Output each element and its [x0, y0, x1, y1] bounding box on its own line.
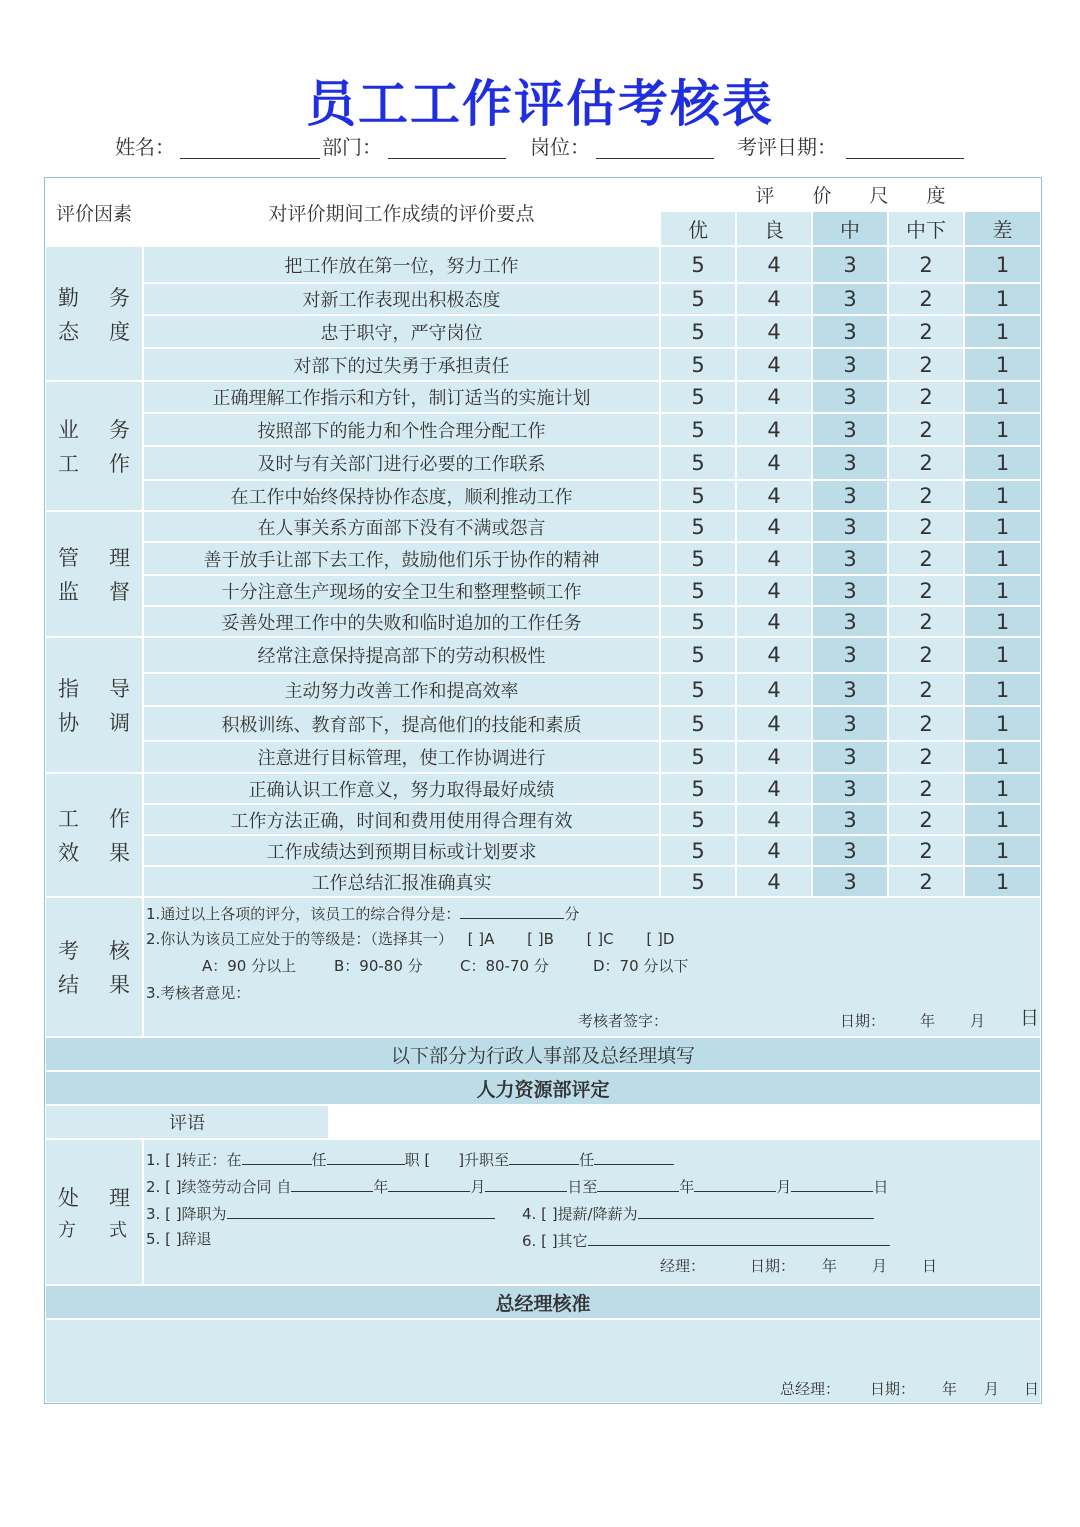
text: 职 [: [404, 1151, 431, 1169]
score-option[interactable]: 2: [889, 247, 963, 282]
position-label: 岗位：: [530, 135, 590, 159]
score-option[interactable]: 2: [889, 512, 963, 541]
score-option[interactable]: 1: [965, 674, 1040, 705]
evaluation-point: 在人事关系方面部下没有不满或怨言: [144, 512, 659, 541]
divider: [142, 898, 144, 1036]
blank[interactable]: [227, 1202, 495, 1219]
header-factor: 评价因素: [46, 179, 142, 245]
grade-d-def: D：70 分以下: [593, 957, 689, 975]
score-option[interactable]: 3: [813, 674, 887, 705]
handling-char: 方: [58, 1220, 76, 1241]
score-option[interactable]: 1: [965, 512, 1040, 541]
score-option[interactable]: 1: [965, 836, 1040, 865]
score-field[interactable]: [460, 902, 564, 919]
score-option[interactable]: 2: [889, 316, 963, 347]
score-option[interactable]: 2: [889, 414, 963, 445]
score-option[interactable]: 2: [889, 805, 963, 834]
category-char: 导: [109, 677, 130, 701]
score-option[interactable]: 5: [661, 774, 735, 803]
score-option[interactable]: 3: [813, 576, 887, 605]
name-field[interactable]: [180, 158, 320, 159]
score-option[interactable]: 2: [889, 774, 963, 803]
score-option[interactable]: 3: [813, 805, 887, 834]
category-char: 业: [58, 418, 79, 442]
score-option[interactable]: 2: [889, 674, 963, 705]
score-option[interactable]: 1: [965, 481, 1040, 510]
category-cell: [46, 512, 142, 636]
score-unit: 分: [564, 905, 580, 923]
category-char: 果: [109, 841, 130, 865]
name-label: 姓名：: [115, 135, 175, 159]
handling-line-6: [522, 1229, 890, 1251]
score-option[interactable]: 3: [813, 607, 887, 636]
score-option[interactable]: 5: [661, 638, 735, 672]
text: 年: [679, 1178, 695, 1196]
salary-option[interactable]: 4. [ ]提薪/降薪为: [522, 1205, 638, 1223]
category-char: 监: [58, 580, 79, 604]
score-option[interactable]: 1: [965, 742, 1040, 772]
category-cell: [46, 247, 142, 380]
handling-line-3: [146, 1202, 495, 1224]
evaluation-point: 工作方法正确，时间和费用使用得合理有效: [144, 805, 659, 834]
result-char: 果: [109, 973, 130, 997]
handling-line-4: [522, 1202, 874, 1224]
grade-c-def: C：80-70 分: [460, 957, 549, 975]
handling-line-1: [146, 1148, 674, 1170]
header-scale: 评 价 尺 度: [661, 179, 1040, 210]
category-char: 作: [109, 452, 130, 476]
score-option[interactable]: 3: [813, 742, 887, 772]
result-line-1: [146, 902, 579, 924]
score-option[interactable]: 1: [965, 316, 1040, 347]
score-option[interactable]: 1: [965, 774, 1040, 803]
score-option[interactable]: 3: [813, 349, 887, 380]
score-option[interactable]: 1: [965, 382, 1040, 412]
score-option[interactable]: 3: [813, 638, 887, 672]
other-option[interactable]: 6. [ ]其它: [522, 1232, 588, 1250]
renew-contract-option[interactable]: 2. [ ]续签劳动合同 自: [146, 1178, 292, 1196]
option-b-checkbox[interactable]: [ ]B: [527, 930, 554, 948]
date-field[interactable]: [846, 158, 964, 159]
gm-day: 日: [1024, 1380, 1040, 1398]
score-option[interactable]: 5: [661, 742, 735, 772]
score-option[interactable]: 5: [661, 414, 735, 445]
score-option[interactable]: 5: [661, 316, 735, 347]
evaluation-point: 忠于职守，严守岗位: [144, 316, 659, 347]
evaluation-point: 按照部下的能力和个性合理分配工作: [144, 414, 659, 445]
score-option[interactable]: 2: [889, 638, 963, 672]
handling-month: 月: [872, 1257, 888, 1275]
gm-title: 总经理核准: [46, 1286, 1040, 1318]
evaluation-point: 对新工作表现出积极态度: [144, 284, 659, 314]
blank[interactable]: [638, 1202, 874, 1219]
result-date-label: 日期：: [840, 1012, 886, 1030]
score-option[interactable]: 3: [813, 481, 887, 510]
result-day: 日: [1020, 1007, 1040, 1029]
category-char: 务: [109, 418, 130, 442]
promote-option[interactable]: ]升职至: [458, 1151, 510, 1169]
text: 月: [776, 1178, 792, 1196]
score-option[interactable]: 3: [813, 774, 887, 803]
evaluation-point: 经常注意保持提高部下的劳动积极性: [144, 638, 659, 672]
score-option[interactable]: 5: [661, 512, 735, 541]
regularize-option[interactable]: 1. [ ]转正：在: [146, 1151, 242, 1169]
handling-char: 理: [109, 1186, 130, 1210]
handling-category: [46, 1140, 142, 1284]
category-char: 协: [58, 711, 79, 735]
category-label: [58, 282, 130, 346]
handling-char: 处: [58, 1186, 79, 1210]
grade-question: 2.你认为该员工应处于的等级是：（选择其一）: [146, 930, 453, 948]
evaluation-point: 正确认识工作意义，努力取得最好成绩: [144, 774, 659, 803]
grade-header: 中: [813, 212, 887, 245]
blank[interactable]: [485, 1175, 567, 1192]
score-option[interactable]: 4: [737, 481, 811, 510]
evaluation-point: 积极训练、教育部下，提高他们的技能和素质: [144, 707, 659, 740]
score-option[interactable]: 2: [889, 349, 963, 380]
score-option[interactable]: 1: [965, 867, 1040, 896]
evaluation-point: 主动努力改善工作和提高效率: [144, 674, 659, 705]
category-cell: [46, 382, 142, 510]
category-char: 工: [58, 807, 79, 831]
category-char: 度: [109, 319, 130, 344]
score-option[interactable]: 1: [965, 247, 1040, 282]
evaluation-point: 把工作放在第一位，努力工作: [144, 247, 659, 282]
score-option[interactable]: 3: [813, 247, 887, 282]
score-option[interactable]: 4: [737, 607, 811, 636]
grade-header: 良: [737, 212, 811, 245]
blank[interactable]: [242, 1148, 312, 1165]
option-d-checkbox[interactable]: [ ]D: [646, 930, 675, 948]
score-option[interactable]: 4: [737, 414, 811, 445]
score-option[interactable]: 5: [661, 247, 735, 282]
score-option[interactable]: 3: [813, 316, 887, 347]
position-field[interactable]: [596, 158, 714, 159]
divider: [142, 1140, 144, 1284]
category-char: 理: [109, 546, 130, 570]
blank[interactable]: [388, 1175, 470, 1192]
category-label: [58, 414, 130, 478]
score-option[interactable]: 5: [661, 607, 735, 636]
option-c-checkbox[interactable]: [ ]C: [586, 930, 614, 948]
score-option[interactable]: 3: [813, 414, 887, 445]
score-option[interactable]: 1: [965, 576, 1040, 605]
info-row: [0, 133, 1080, 161]
manager-label: 经理：: [660, 1257, 706, 1275]
handling-date-label: 日期：: [750, 1257, 796, 1275]
score-option[interactable]: 5: [661, 284, 735, 314]
score-option[interactable]: 5: [661, 674, 735, 705]
blank[interactable]: [594, 1148, 674, 1165]
handling-char: 式: [109, 1220, 127, 1241]
demote-option[interactable]: 3. [ ]降职为: [146, 1205, 227, 1223]
score-option[interactable]: 3: [813, 543, 887, 574]
blank[interactable]: [694, 1175, 776, 1192]
score-option[interactable]: 3: [813, 382, 887, 412]
text: 日: [873, 1178, 889, 1196]
result-category: [46, 898, 142, 1036]
category-char: 态: [58, 319, 79, 344]
category-cell: [46, 638, 142, 772]
hr-comment-field[interactable]: [330, 1106, 1040, 1138]
score-option[interactable]: 4: [737, 674, 811, 705]
score-option[interactable]: 2: [889, 481, 963, 510]
hr-title: 人力资源部评定: [46, 1072, 1040, 1104]
score-option[interactable]: 2: [889, 284, 963, 314]
evaluation-point: 在工作中始终保持协作态度，顺利推动工作: [144, 481, 659, 510]
score-option[interactable]: 3: [813, 284, 887, 314]
score-option[interactable]: 2: [889, 576, 963, 605]
score-option[interactable]: 4: [737, 512, 811, 541]
category-char: 指: [58, 677, 79, 701]
score-option[interactable]: 4: [737, 447, 811, 479]
score-option[interactable]: 4: [737, 382, 811, 412]
evaluation-point: 注意进行目标管理，使工作协调进行: [144, 742, 659, 772]
score-option[interactable]: 4: [737, 742, 811, 772]
result-char: 考: [58, 939, 79, 963]
score-option[interactable]: 5: [661, 707, 735, 740]
score-option[interactable]: 4: [737, 638, 811, 672]
text: 任: [579, 1151, 595, 1169]
score-option[interactable]: 4: [737, 805, 811, 834]
score-option[interactable]: 2: [889, 836, 963, 865]
score-option[interactable]: 5: [661, 867, 735, 896]
header-points: 对评价期间工作成绩的评价要点: [144, 179, 659, 245]
score-option[interactable]: 3: [813, 867, 887, 896]
blank[interactable]: [597, 1175, 679, 1192]
score-option[interactable]: 3: [813, 707, 887, 740]
form-title: 员工工作评估考核表: [306, 75, 774, 133]
result-month: 月: [970, 1012, 986, 1030]
category-label: [58, 803, 130, 867]
score-option[interactable]: 2: [889, 707, 963, 740]
score-option[interactable]: 2: [889, 447, 963, 479]
score-option[interactable]: 1: [965, 607, 1040, 636]
score-option[interactable]: 3: [813, 447, 887, 479]
score-option[interactable]: 4: [737, 316, 811, 347]
category-char: 效: [58, 841, 79, 865]
category-char: 调: [109, 711, 130, 735]
evaluation-point: 妥善处理工作中的失败和临时追加的工作任务: [144, 607, 659, 636]
score-option[interactable]: 1: [965, 543, 1040, 574]
date-label: 考评日期：: [737, 135, 837, 159]
text: 年: [373, 1178, 389, 1196]
score-option[interactable]: 4: [737, 836, 811, 865]
category-char: 管: [58, 546, 79, 570]
admin-notice: 以下部分为行政人事部及总经理填写: [46, 1038, 1040, 1070]
gm-month: 月: [984, 1380, 1000, 1398]
result-line-2: [146, 929, 674, 949]
hr-comment-label: 评语: [46, 1106, 328, 1138]
score-option[interactable]: 2: [889, 543, 963, 574]
dept-field[interactable]: [388, 158, 506, 159]
score-option[interactable]: 1: [965, 349, 1040, 380]
handling-line-2: [146, 1175, 888, 1197]
score-option[interactable]: 3: [813, 836, 887, 865]
evaluation-point: 及时与有关部门进行必要的工作联系: [144, 447, 659, 479]
score-option[interactable]: 5: [661, 836, 735, 865]
gm-label: 总经理：: [780, 1380, 841, 1398]
score-option[interactable]: 5: [661, 805, 735, 834]
gm-year: 年: [942, 1380, 958, 1398]
score-option[interactable]: 2: [889, 742, 963, 772]
score-option[interactable]: 4: [737, 774, 811, 803]
score-option[interactable]: 1: [965, 805, 1040, 834]
evaluation-point: 工作总结汇报准确真实: [144, 867, 659, 896]
evaluation-point: 善于放手让部下去工作，鼓励他们乐于协作的精神: [144, 543, 659, 574]
category-label: [58, 673, 130, 737]
reviewer-opinion-label: 3.考核者意见：: [146, 984, 251, 1002]
score-option[interactable]: 4: [737, 349, 811, 380]
category-label: [58, 542, 130, 606]
dept-label: 部门：: [322, 135, 382, 159]
handling-year: 年: [822, 1257, 838, 1275]
handling-day: 日: [922, 1257, 938, 1275]
text: 任: [311, 1151, 327, 1169]
category-char: 工: [58, 452, 79, 476]
evaluation-point: 正确理解工作指示和方针，制订适当的实施计划: [144, 382, 659, 412]
category-char: 勤: [58, 285, 79, 310]
result-char: 结: [58, 973, 79, 997]
reviewer-signature-label: 考核者签字：: [578, 1012, 669, 1030]
result-char: 核: [109, 939, 130, 963]
score-option[interactable]: 5: [661, 576, 735, 605]
score-option[interactable]: 4: [737, 543, 811, 574]
score-option[interactable]: 5: [661, 349, 735, 380]
score-option[interactable]: 4: [737, 284, 811, 314]
blank[interactable]: [509, 1148, 579, 1165]
grade-a-def: A：90 分以上: [202, 957, 297, 975]
category-char: 督: [109, 580, 130, 604]
score-option[interactable]: 2: [889, 382, 963, 412]
score-option[interactable]: 2: [889, 607, 963, 636]
result-year: 年: [920, 1012, 936, 1030]
score-option[interactable]: 3: [813, 512, 887, 541]
evaluation-point: 工作成绩达到预期目标或计划要求: [144, 836, 659, 865]
result-score-label: 1.通过以上各项的评分，该员工的综合得分是：: [146, 905, 461, 923]
blank[interactable]: [327, 1148, 405, 1165]
evaluation-point: 对部下的过失勇于承担责任: [144, 349, 659, 380]
score-option[interactable]: 1: [965, 284, 1040, 314]
text: 日至: [567, 1178, 598, 1196]
grade-header: 差: [965, 212, 1040, 245]
score-option[interactable]: 1: [965, 414, 1040, 445]
score-option[interactable]: 4: [737, 707, 811, 740]
score-option[interactable]: 5: [661, 543, 735, 574]
blank[interactable]: [588, 1229, 890, 1246]
score-option[interactable]: 4: [737, 576, 811, 605]
gm-date-label: 日期：: [870, 1380, 916, 1398]
score-option[interactable]: 1: [965, 447, 1040, 479]
score-option[interactable]: 5: [661, 447, 735, 479]
blank[interactable]: [791, 1175, 873, 1192]
option-a-checkbox[interactable]: [ ]A: [467, 930, 495, 948]
score-option[interactable]: 1: [965, 638, 1040, 672]
score-option[interactable]: 2: [889, 867, 963, 896]
evaluation-point: 十分注意生产现场的安全卫生和整理整顿工作: [144, 576, 659, 605]
score-option[interactable]: 4: [737, 867, 811, 896]
category-cell: [46, 774, 142, 896]
grade-b-def: B：90-80 分: [334, 957, 423, 975]
score-option[interactable]: 4: [737, 247, 811, 282]
text: 月: [470, 1178, 486, 1196]
category-char: 作: [109, 807, 130, 831]
handling-line-5[interactable]: 5. [ ]辞退: [146, 1230, 212, 1248]
grade-header: 优: [661, 212, 735, 245]
blank[interactable]: [291, 1175, 373, 1192]
score-option[interactable]: 5: [661, 481, 735, 510]
score-option[interactable]: 1: [965, 707, 1040, 740]
category-char: 务: [109, 285, 130, 310]
score-option[interactable]: 5: [661, 382, 735, 412]
grade-header: 中下: [889, 212, 963, 245]
